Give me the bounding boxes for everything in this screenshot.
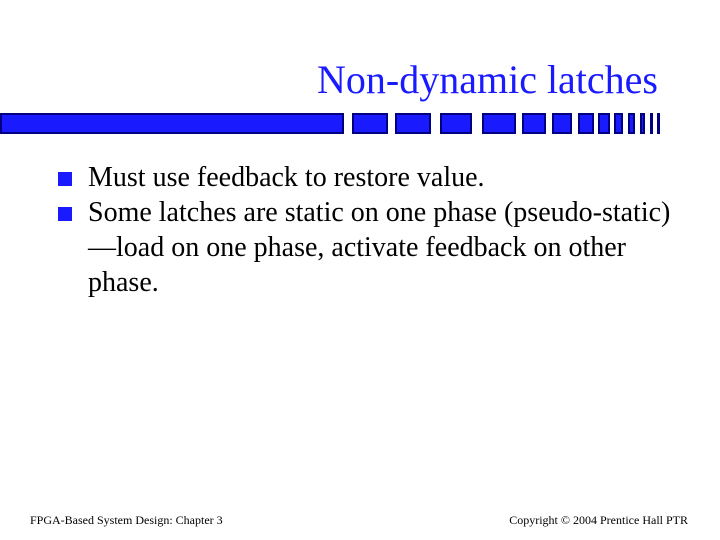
bullet-list [56, 160, 676, 300]
bar-segment [523, 114, 545, 133]
bar-segment [658, 114, 659, 133]
square-bullet-icon [58, 172, 72, 186]
slide-title: Non-dynamic latches [317, 57, 658, 102]
decorative-bar-graphic [0, 112, 662, 136]
bar-segment [483, 114, 515, 133]
bar-segment [441, 114, 471, 133]
square-bullet-icon [58, 207, 72, 221]
bar-segment [599, 114, 609, 133]
footer-copyright: Copyright © 2004 Prentice Hall PTR [509, 513, 688, 527]
bar-segment [1, 114, 343, 133]
bar-segment [353, 114, 387, 133]
bar-segment [629, 114, 634, 133]
bar-segment [553, 114, 571, 133]
title-underline-bar [0, 112, 662, 136]
bullet-text: Must use feedback to restore value. [88, 162, 485, 193]
bullet-text: Some latches are static on one phase (pseudo-static)—load on one phase, activate feedback on other phase. [88, 197, 671, 298]
bar-segment [396, 114, 430, 133]
bar-segment [641, 114, 644, 133]
bar-segment [579, 114, 593, 133]
bar-segment [615, 114, 622, 133]
bullet-item [56, 160, 676, 195]
bullet-item [56, 195, 676, 300]
bar-segment [651, 114, 652, 133]
footer-course-label: FPGA-Based System Design: Chapter 3 [30, 513, 223, 527]
